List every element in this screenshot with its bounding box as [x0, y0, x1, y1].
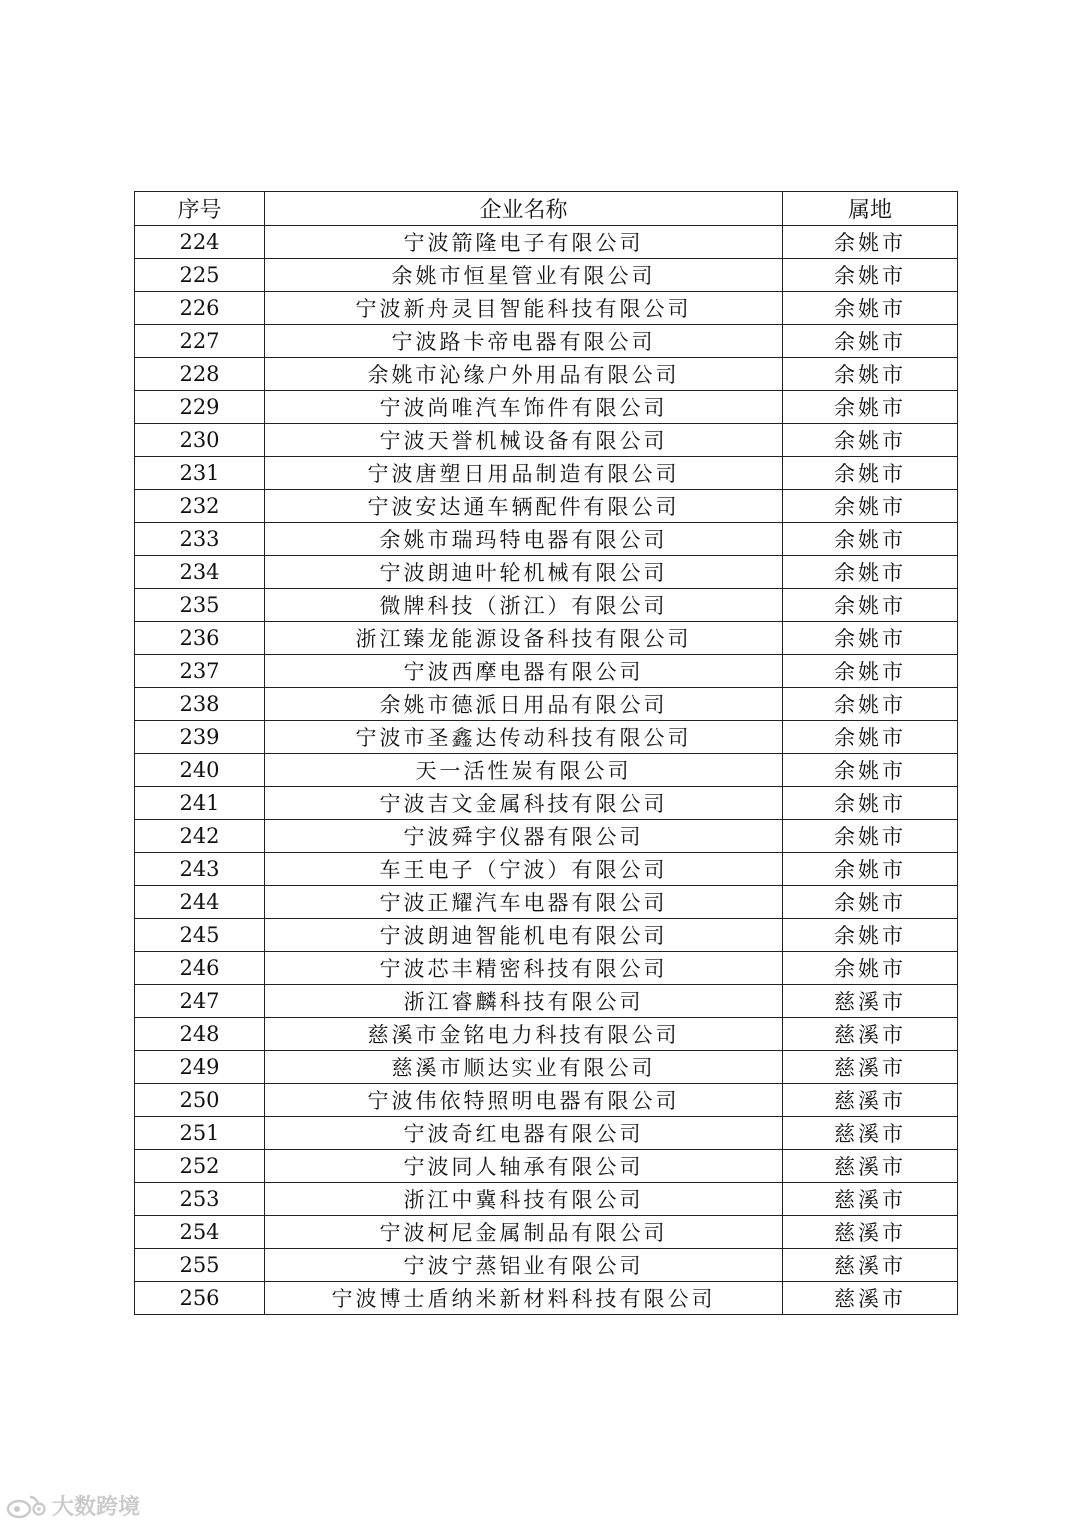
cell-location: 余姚市	[783, 226, 958, 259]
cell-company-name: 宁波朗迪叶轮机械有限公司	[265, 556, 783, 589]
cell-company-name: 宁波路卡帝电器有限公司	[265, 325, 783, 358]
table-row	[135, 952, 958, 985]
table-row	[135, 424, 958, 457]
cell-location: 慈溪市	[783, 1183, 958, 1216]
cell-company-name: 宁波西摩电器有限公司	[265, 655, 783, 688]
table-row	[135, 655, 958, 688]
cell-company-name: 宁波柯尼金属制品有限公司	[265, 1216, 783, 1249]
cell-company-name: 车王电子（宁波）有限公司	[265, 853, 783, 886]
cell-index: 244	[135, 886, 265, 919]
cell-company-name: 微牌科技（浙江）有限公司	[265, 589, 783, 622]
cell-location: 余姚市	[783, 523, 958, 556]
cell-index: 242	[135, 820, 265, 853]
cell-index: 236	[135, 622, 265, 655]
cell-location: 余姚市	[783, 919, 958, 952]
table-row	[135, 853, 958, 886]
table-row	[135, 721, 958, 754]
table-header-row	[135, 192, 958, 226]
cell-company-name: 浙江臻龙能源设备科技有限公司	[265, 622, 783, 655]
cell-company-name: 慈溪市金铭电力科技有限公司	[265, 1018, 783, 1051]
table-row	[135, 358, 958, 391]
enterprise-table	[134, 191, 958, 1315]
table-row	[135, 688, 958, 721]
cell-location: 慈溪市	[783, 1282, 958, 1315]
cell-index: 229	[135, 391, 265, 424]
cell-index: 225	[135, 259, 265, 292]
table-row	[135, 523, 958, 556]
table-row	[135, 754, 958, 787]
cell-index: 231	[135, 457, 265, 490]
cell-company-name: 余姚市沁缘户外用品有限公司	[265, 358, 783, 391]
table-row	[135, 325, 958, 358]
cell-company-name: 浙江睿麟科技有限公司	[265, 985, 783, 1018]
table-row	[135, 391, 958, 424]
cell-location: 余姚市	[783, 688, 958, 721]
table-row	[135, 919, 958, 952]
cell-company-name: 浙江中冀科技有限公司	[265, 1183, 783, 1216]
cell-location: 慈溪市	[783, 1216, 958, 1249]
cell-index: 245	[135, 919, 265, 952]
cell-index: 241	[135, 787, 265, 820]
cell-index: 238	[135, 688, 265, 721]
table-row	[135, 1117, 958, 1150]
cell-company-name: 宁波同人轴承有限公司	[265, 1150, 783, 1183]
cell-index: 227	[135, 325, 265, 358]
cell-index: 248	[135, 1018, 265, 1051]
cell-index: 233	[135, 523, 265, 556]
table-row	[135, 457, 958, 490]
cell-index: 250	[135, 1084, 265, 1117]
cell-company-name: 慈溪市顺达实业有限公司	[265, 1051, 783, 1084]
cell-company-name: 宁波博士盾纳米新材料科技有限公司	[265, 1282, 783, 1315]
cell-location: 余姚市	[783, 457, 958, 490]
cell-location: 余姚市	[783, 325, 958, 358]
table-row	[135, 589, 958, 622]
cell-index: 252	[135, 1150, 265, 1183]
watermark	[6, 1490, 140, 1521]
weibo-icon	[6, 1493, 46, 1519]
header-location: 属地	[783, 192, 958, 226]
cell-company-name: 宁波唐塑日用品制造有限公司	[265, 457, 783, 490]
table-row	[135, 1216, 958, 1249]
cell-location: 慈溪市	[783, 1117, 958, 1150]
cell-company-name: 宁波舜宇仪器有限公司	[265, 820, 783, 853]
cell-company-name: 天一活性炭有限公司	[265, 754, 783, 787]
cell-location: 余姚市	[783, 952, 958, 985]
table-row	[135, 1183, 958, 1216]
table-row	[135, 1084, 958, 1117]
cell-index: 239	[135, 721, 265, 754]
cell-index: 230	[135, 424, 265, 457]
cell-index: 255	[135, 1249, 265, 1282]
cell-location: 余姚市	[783, 721, 958, 754]
table-row	[135, 292, 958, 325]
table-row	[135, 1282, 958, 1315]
cell-company-name: 宁波吉文金属科技有限公司	[265, 787, 783, 820]
table-row	[135, 556, 958, 589]
cell-company-name: 宁波箭隆电子有限公司	[265, 226, 783, 259]
table-row	[135, 259, 958, 292]
cell-location: 慈溪市	[783, 1084, 958, 1117]
cell-company-name: 宁波市圣鑫达传动科技有限公司	[265, 721, 783, 754]
cell-location: 余姚市	[783, 886, 958, 919]
cell-index: 249	[135, 1051, 265, 1084]
cell-location: 慈溪市	[783, 1018, 958, 1051]
cell-index: 251	[135, 1117, 265, 1150]
table-body	[135, 226, 958, 1315]
cell-index: 224	[135, 226, 265, 259]
cell-location: 余姚市	[783, 292, 958, 325]
cell-index: 237	[135, 655, 265, 688]
cell-index: 253	[135, 1183, 265, 1216]
cell-location: 余姚市	[783, 556, 958, 589]
cell-company-name: 宁波芯丰精密科技有限公司	[265, 952, 783, 985]
table-row	[135, 490, 958, 523]
table-row	[135, 622, 958, 655]
cell-location: 余姚市	[783, 424, 958, 457]
table-row	[135, 985, 958, 1018]
cell-location: 慈溪市	[783, 985, 958, 1018]
table-row	[135, 1249, 958, 1282]
cell-location: 余姚市	[783, 259, 958, 292]
table-row	[135, 886, 958, 919]
table-row	[135, 787, 958, 820]
cell-index: 226	[135, 292, 265, 325]
cell-company-name: 宁波安达通车辆配件有限公司	[265, 490, 783, 523]
cell-company-name: 宁波奇红电器有限公司	[265, 1117, 783, 1150]
cell-location: 慈溪市	[783, 1051, 958, 1084]
cell-company-name: 宁波伟依特照明电器有限公司	[265, 1084, 783, 1117]
cell-index: 254	[135, 1216, 265, 1249]
cell-index: 247	[135, 985, 265, 1018]
cell-location: 余姚市	[783, 622, 958, 655]
cell-index: 235	[135, 589, 265, 622]
header-index: 序号	[135, 192, 265, 226]
cell-company-name: 宁波正耀汽车电器有限公司	[265, 886, 783, 919]
cell-location: 余姚市	[783, 853, 958, 886]
cell-company-name: 宁波尚唯汽车饰件有限公司	[265, 391, 783, 424]
cell-location: 慈溪市	[783, 1150, 958, 1183]
cell-company-name: 宁波新舟灵目智能科技有限公司	[265, 292, 783, 325]
cell-index: 240	[135, 754, 265, 787]
cell-location: 余姚市	[783, 655, 958, 688]
cell-company-name: 宁波朗迪智能机电有限公司	[265, 919, 783, 952]
cell-company-name: 余姚市瑞玛特电器有限公司	[265, 523, 783, 556]
cell-location: 余姚市	[783, 787, 958, 820]
cell-company-name: 宁波天誉机械设备有限公司	[265, 424, 783, 457]
cell-location: 余姚市	[783, 391, 958, 424]
cell-location: 余姚市	[783, 589, 958, 622]
cell-index: 234	[135, 556, 265, 589]
cell-location: 余姚市	[783, 820, 958, 853]
cell-index: 256	[135, 1282, 265, 1315]
cell-index: 243	[135, 853, 265, 886]
table-row	[135, 226, 958, 259]
cell-index: 228	[135, 358, 265, 391]
cell-company-name: 宁波宁蒸铝业有限公司	[265, 1249, 783, 1282]
cell-location: 余姚市	[783, 754, 958, 787]
watermark-text: 大数跨境	[52, 1495, 141, 1520]
cell-location: 余姚市	[783, 358, 958, 391]
cell-company-name: 余姚市恒星管业有限公司	[265, 259, 783, 292]
table-row	[135, 820, 958, 853]
cell-location: 余姚市	[783, 490, 958, 523]
cell-index: 246	[135, 952, 265, 985]
cell-index: 232	[135, 490, 265, 523]
table-row	[135, 1051, 958, 1084]
cell-location: 慈溪市	[783, 1249, 958, 1282]
cell-company-name: 余姚市德派日用品有限公司	[265, 688, 783, 721]
header-company-name: 企业名称	[265, 192, 783, 226]
table-row	[135, 1018, 958, 1051]
table-row	[135, 1150, 958, 1183]
